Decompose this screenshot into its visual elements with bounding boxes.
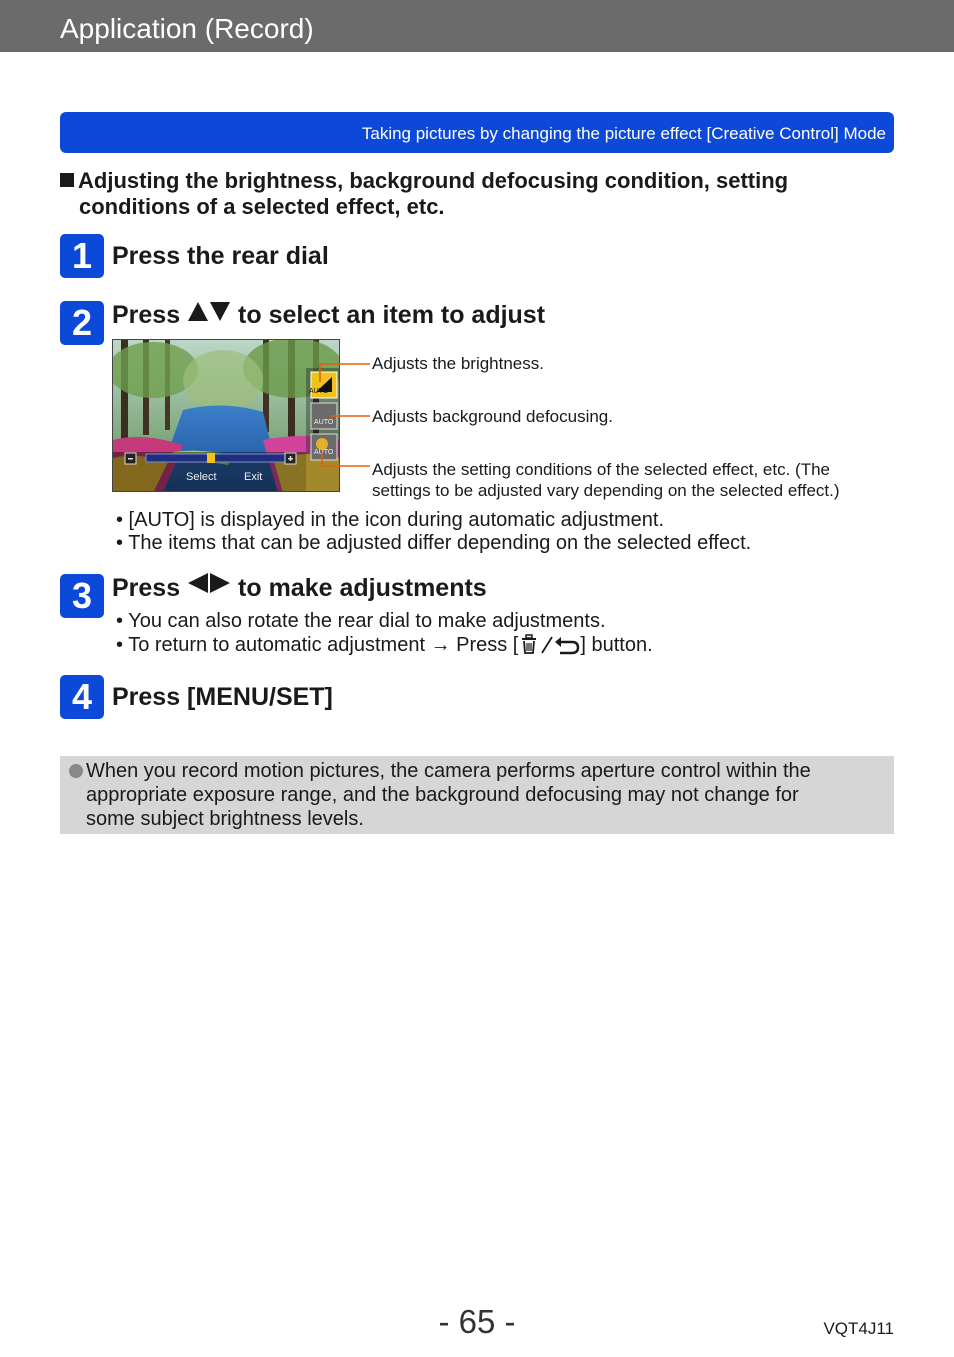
auto-badge-1: AUTO [309, 388, 329, 395]
trash-return-button-icon [518, 633, 580, 655]
auto-badge-2: AUTO [314, 419, 334, 426]
step-3-note-2-post: ] button. [580, 634, 653, 656]
step-3-notes [116, 610, 653, 657]
left-arrow-icon [188, 573, 208, 593]
right-arrow-icon [210, 573, 230, 593]
note-text [86, 759, 886, 831]
callout-brightness: Adjusts the brightness. [372, 354, 544, 373]
screen-select-label: Select [186, 471, 217, 483]
chapter-title: Application (Record) [60, 13, 314, 44]
step-2-note-2: • The items that can be adjusted differ depending on the selected effect. [116, 532, 752, 554]
bullet-dot-icon [69, 764, 83, 778]
heading-line-2: conditions of a selected effect, etc. [79, 194, 445, 219]
step-2-title-post: to select an item to adjust [238, 301, 546, 329]
note-box [60, 756, 894, 834]
step-2-notes [116, 509, 751, 555]
note-line-1: When you record motion pictures, the camera performs aperture control within the [86, 760, 811, 782]
callout-effect [372, 459, 892, 501]
step-3-note-2-pre: • To return to automatic adjustment → Press [ [116, 634, 519, 656]
page-number: - 65 - [438, 1303, 516, 1340]
note-line-2: appropriate exposure range, and the background defocusing may not change for [86, 784, 799, 806]
auto-badge-3: AUTO [314, 449, 334, 456]
step-2-note-1: • [AUTO] is displayed in the icon during automatic adjustment. [116, 509, 665, 531]
callout-effect-line-2: settings to be adjusted vary depending on the selected effect.) [372, 481, 840, 500]
step-1-title: Press the rear dial [112, 242, 329, 270]
step-3-note-1: • You can also rotate the rear dial to make adjustments. [116, 610, 606, 632]
step-4-title: Press [MENU/SET] [112, 683, 333, 711]
step-1-number: 1 [60, 234, 104, 278]
callout-effect-line-1: Adjusts the setting conditions of the selected effect, etc. (The [372, 460, 831, 479]
callout-defocus: Adjusts background defocusing. [372, 407, 613, 426]
model-code: VQT4J11 [823, 1319, 894, 1338]
step-3-title-pre: Press [112, 574, 181, 602]
step-3-note-2 [116, 633, 653, 657]
heading-line-1: Adjusting the brightness, background defocusing condition, setting [78, 168, 789, 193]
step-2-number: 2 [60, 301, 104, 345]
step-4-number: 4 [60, 675, 104, 719]
step-3-number: 3 [60, 574, 104, 618]
section-link[interactable]: Taking pictures by changing the picture effect [Creative Control] Mode [361, 124, 886, 143]
screen-exit-label: Exit [244, 471, 263, 483]
step-3-title-post: to make adjustments [238, 574, 487, 602]
step-2-title-pre: Press [112, 301, 181, 329]
step-3-title [112, 574, 487, 603]
note-line-3: some subject brightness levels. [86, 808, 364, 830]
